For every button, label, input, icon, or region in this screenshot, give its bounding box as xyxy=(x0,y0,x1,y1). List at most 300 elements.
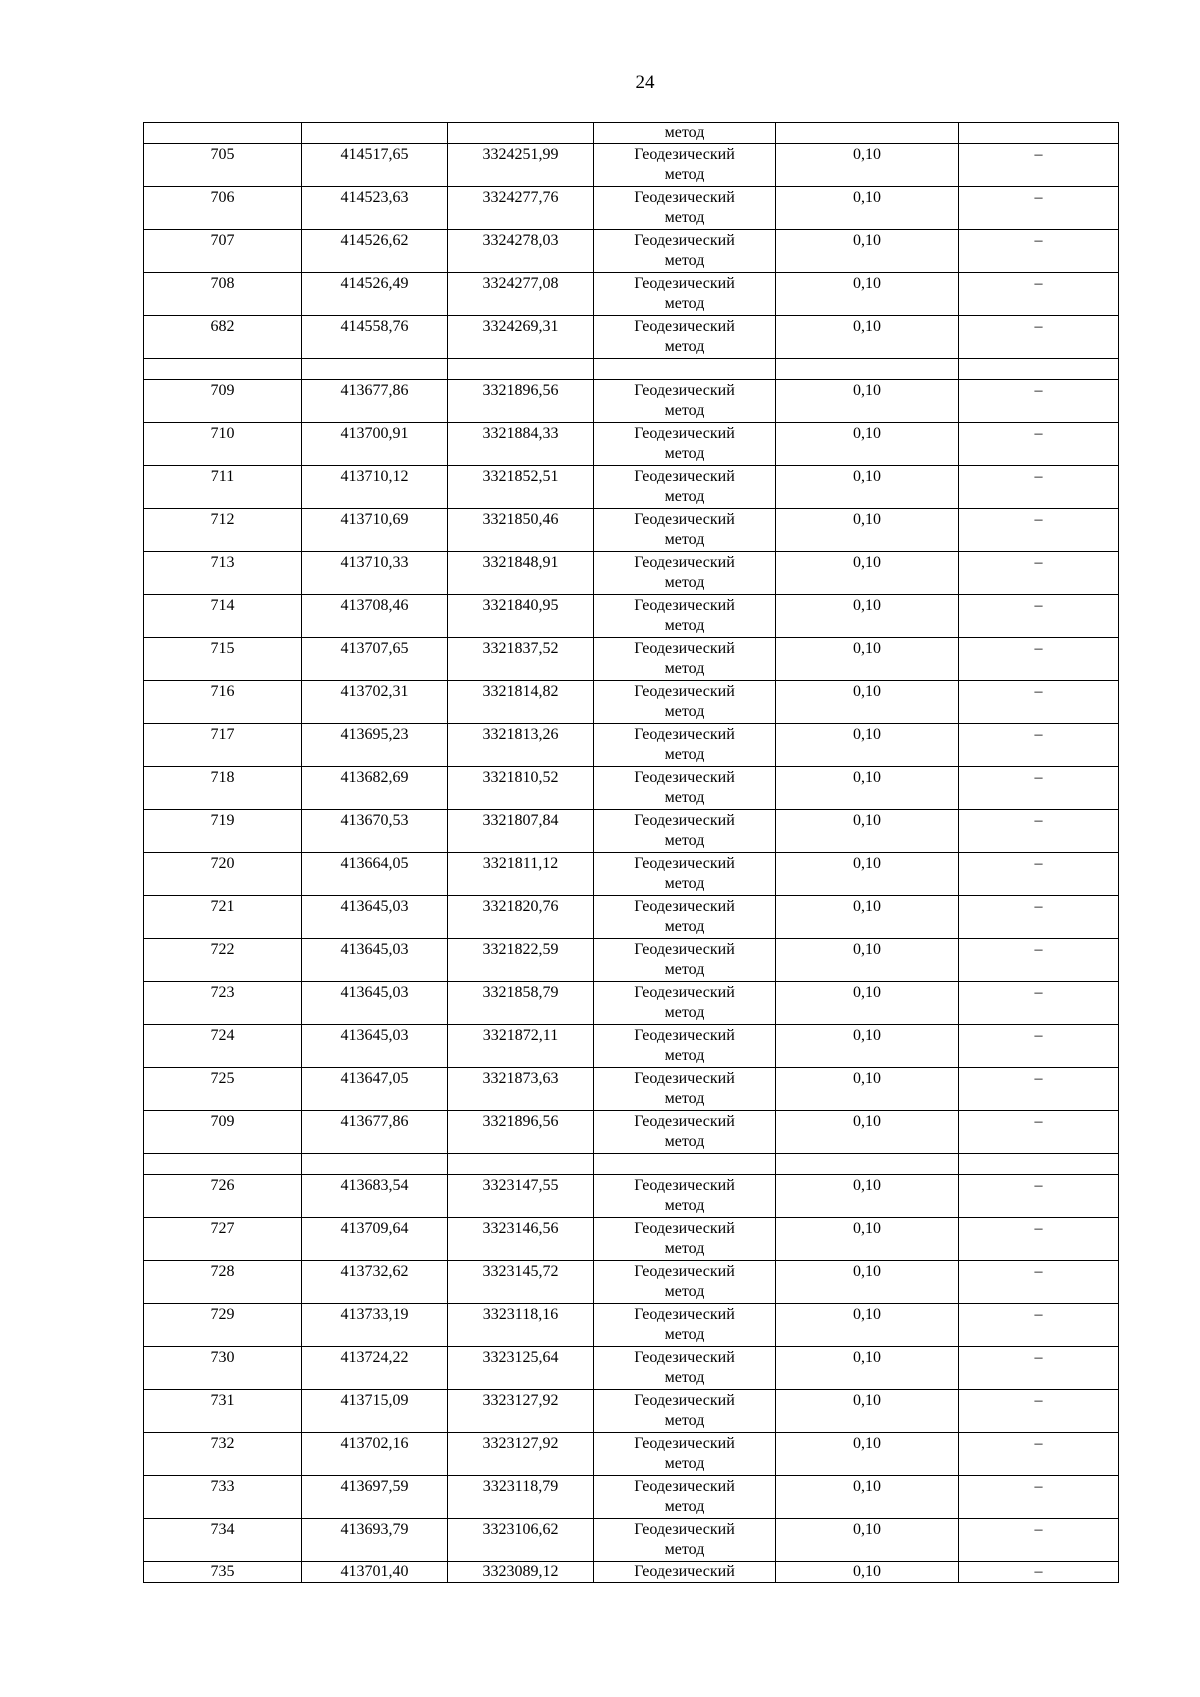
cell-point-number xyxy=(144,123,302,144)
method-line-1: Геодезический xyxy=(634,511,735,528)
cell-point-number-text: 706 xyxy=(210,189,235,206)
cell-description xyxy=(959,1025,1119,1068)
cell-y xyxy=(448,230,594,273)
table-row xyxy=(144,1347,1119,1390)
cell-x xyxy=(302,1562,448,1583)
cell-description-text: – xyxy=(1034,1113,1043,1130)
table-row xyxy=(144,595,1119,638)
cell-point-number xyxy=(144,380,302,423)
cell-x-text: 413645,03 xyxy=(340,941,409,958)
cell-point-number-text: 730 xyxy=(210,1349,235,1366)
continuation-row xyxy=(144,123,1119,144)
cell-method xyxy=(594,1390,776,1433)
method-line-1: Геодезический xyxy=(634,1113,735,1130)
cell-point-number-text: 722 xyxy=(210,941,235,958)
cell-point-number-text: 682 xyxy=(210,318,235,335)
cell-description-text: – xyxy=(1034,232,1043,249)
cell-x xyxy=(302,1304,448,1347)
method-line-1: Геодезический xyxy=(634,984,735,1001)
cell-point-number-text: 717 xyxy=(210,726,235,743)
table-row xyxy=(144,1068,1119,1111)
cell-y-text: 3323147,55 xyxy=(482,1177,559,1194)
cell-x-text: 413695,23 xyxy=(340,726,409,743)
cell-accuracy xyxy=(776,144,959,187)
cell-x-text: 414526,49 xyxy=(340,275,409,292)
table-row xyxy=(144,896,1119,939)
cell-accuracy xyxy=(776,1025,959,1068)
cell-x-text: 413647,05 xyxy=(340,1070,409,1087)
cell-method xyxy=(594,1304,776,1347)
cell-description xyxy=(959,144,1119,187)
coordinates-table-body xyxy=(144,123,1119,1583)
method-continuation: метод xyxy=(664,124,705,141)
cell-y xyxy=(448,144,594,187)
cell-description-text: – xyxy=(1034,468,1043,485)
cell-method xyxy=(594,939,776,982)
method-line-1: Геодезический xyxy=(634,425,735,442)
cell-x xyxy=(302,187,448,230)
method-line-1: Геодезический xyxy=(634,232,735,249)
cell-description xyxy=(959,982,1119,1025)
cell-x xyxy=(302,1218,448,1261)
cell-x-text: 413697,59 xyxy=(340,1478,409,1495)
cell-x-text: 413701,40 xyxy=(340,1563,409,1580)
table-row xyxy=(144,638,1119,681)
cell-empty xyxy=(144,359,302,380)
cell-empty xyxy=(144,1154,302,1175)
cell-point-number xyxy=(144,552,302,595)
cell-y-text: 3321852,51 xyxy=(482,468,559,485)
cell-point-number xyxy=(144,509,302,552)
cell-description xyxy=(959,273,1119,316)
cell-x xyxy=(302,1390,448,1433)
cell-x xyxy=(302,1111,448,1154)
method-line-2: метод xyxy=(664,1541,705,1558)
cell-description-text: – xyxy=(1034,769,1043,786)
cell-point-number xyxy=(144,144,302,187)
cell-x xyxy=(302,509,448,552)
cell-description-text: – xyxy=(1034,146,1043,163)
method-line-1: Геодезический xyxy=(634,1263,735,1280)
method-line-2: метод xyxy=(664,1412,705,1429)
cell-point-number-text: 726 xyxy=(210,1177,235,1194)
cell-point-number xyxy=(144,853,302,896)
cell-y-text: 3321858,79 xyxy=(482,984,559,1001)
cell-description-text: – xyxy=(1034,1478,1043,1495)
cell-accuracy-text: 0,10 xyxy=(853,1177,881,1194)
cell-accuracy-text: 0,10 xyxy=(853,1220,881,1237)
cell-empty xyxy=(302,1154,448,1175)
cell-method xyxy=(594,638,776,681)
cell-method xyxy=(594,552,776,595)
cell-y-text: 3324278,03 xyxy=(482,232,559,249)
cell-y xyxy=(448,896,594,939)
cell-empty xyxy=(448,359,594,380)
cell-description xyxy=(959,316,1119,359)
cell-method xyxy=(594,896,776,939)
table-row xyxy=(144,509,1119,552)
cell-description-text: – xyxy=(1034,425,1043,442)
method-line-2: метод xyxy=(664,1133,705,1150)
cell-y-text: 3321837,52 xyxy=(482,640,559,657)
cell-accuracy xyxy=(776,1562,959,1583)
cell-accuracy-text: 0,10 xyxy=(853,1563,881,1580)
method-line-1: Геодезический xyxy=(634,554,735,571)
cell-method xyxy=(594,187,776,230)
table-row xyxy=(144,187,1119,230)
method-line-1: Геодезический xyxy=(634,468,735,485)
cell-accuracy-text: 0,10 xyxy=(853,769,881,786)
method-line-1: Геодезический xyxy=(634,1478,735,1495)
method-line-2: метод xyxy=(664,1498,705,1515)
table-row xyxy=(144,939,1119,982)
cell-point-number-text: 716 xyxy=(210,683,235,700)
cell-point-number-text: 731 xyxy=(210,1392,235,1409)
separator-row xyxy=(144,1154,1119,1175)
cell-method xyxy=(594,1261,776,1304)
cell-y-text: 3323118,16 xyxy=(482,1306,559,1323)
cell-point-number xyxy=(144,1304,302,1347)
cell-description-text: – xyxy=(1034,1349,1043,1366)
table-row xyxy=(144,853,1119,896)
cell-x-text: 413664,05 xyxy=(340,855,409,872)
cell-x-text: 413702,16 xyxy=(340,1435,409,1452)
cell-description-text: – xyxy=(1034,554,1043,571)
cell-accuracy-text: 0,10 xyxy=(853,1392,881,1409)
cell-y xyxy=(448,1476,594,1519)
cell-point-number xyxy=(144,939,302,982)
table-row xyxy=(144,982,1119,1025)
cell-accuracy xyxy=(776,380,959,423)
cell-accuracy xyxy=(776,552,959,595)
cell-point-number-text: 720 xyxy=(210,855,235,872)
cell-empty xyxy=(594,1154,776,1175)
cell-point-number xyxy=(144,1519,302,1562)
cell-method xyxy=(594,982,776,1025)
method-line-2: метод xyxy=(664,789,705,806)
cell-empty xyxy=(302,359,448,380)
cell-y xyxy=(448,316,594,359)
method-line-1: Геодезический xyxy=(634,812,735,829)
cell-x xyxy=(302,316,448,359)
cell-y xyxy=(448,552,594,595)
cell-description-text: – xyxy=(1034,898,1043,915)
cell-accuracy-text: 0,10 xyxy=(853,898,881,915)
cell-empty xyxy=(959,359,1119,380)
cell-accuracy-text: 0,10 xyxy=(853,318,881,335)
cell-y xyxy=(448,724,594,767)
cell-point-number xyxy=(144,1261,302,1304)
cell-accuracy xyxy=(776,316,959,359)
cell-y-text: 3321884,33 xyxy=(482,425,559,442)
cell-accuracy xyxy=(776,1068,959,1111)
table-row xyxy=(144,1261,1119,1304)
cell-description xyxy=(959,123,1119,144)
cell-empty xyxy=(776,1154,959,1175)
cell-point-number-text: 707 xyxy=(210,232,235,249)
method-line-1: Геодезический xyxy=(634,1392,735,1409)
cell-x-text: 413645,03 xyxy=(340,1027,409,1044)
cell-x xyxy=(302,982,448,1025)
cell-point-number xyxy=(144,681,302,724)
cell-x-text: 413710,12 xyxy=(340,468,409,485)
cell-point-number-text: 711 xyxy=(210,468,235,485)
cell-y-text: 3321850,46 xyxy=(482,511,559,528)
cell-y-text: 3323146,56 xyxy=(482,1220,559,1237)
cell-x-text: 413708,46 xyxy=(340,597,409,614)
cell-y-text: 3321814,82 xyxy=(482,683,559,700)
cell-y-text: 3321820,76 xyxy=(482,898,559,915)
cell-accuracy xyxy=(776,466,959,509)
cell-accuracy-text: 0,10 xyxy=(853,146,881,163)
cell-x-text: 413645,03 xyxy=(340,898,409,915)
cell-y-text: 3323089,12 xyxy=(482,1563,559,1580)
coordinates-table xyxy=(143,122,1119,1583)
cell-accuracy xyxy=(776,1304,959,1347)
cell-accuracy-text: 0,10 xyxy=(853,1521,881,1538)
cell-method xyxy=(594,144,776,187)
cell-y xyxy=(448,423,594,466)
cell-x-text: 413677,86 xyxy=(340,382,409,399)
cell-point-number xyxy=(144,982,302,1025)
cell-x-text: 413710,33 xyxy=(340,554,409,571)
cell-x xyxy=(302,1347,448,1390)
cell-x-text: 414523,63 xyxy=(340,189,409,206)
method-line-2: метод xyxy=(664,166,705,183)
cell-point-number-text: 712 xyxy=(210,511,235,528)
cell-description xyxy=(959,423,1119,466)
cell-point-number xyxy=(144,187,302,230)
cell-y-text: 3321811,12 xyxy=(482,855,559,872)
cell-accuracy-text: 0,10 xyxy=(853,597,881,614)
cell-point-number xyxy=(144,1068,302,1111)
cell-point-number-text: 705 xyxy=(210,146,235,163)
table-row xyxy=(144,273,1119,316)
method-line-2: метод xyxy=(664,574,705,591)
method-line-1: Геодезический xyxy=(634,640,735,657)
cell-point-number xyxy=(144,1433,302,1476)
cell-description-text: – xyxy=(1034,640,1043,657)
cell-accuracy xyxy=(776,939,959,982)
cell-method xyxy=(594,466,776,509)
cell-accuracy-text: 0,10 xyxy=(853,232,881,249)
cell-method xyxy=(594,1218,776,1261)
cell-accuracy xyxy=(776,681,959,724)
cell-description-text: – xyxy=(1034,1177,1043,1194)
cell-accuracy-text: 0,10 xyxy=(853,554,881,571)
cell-description-text: – xyxy=(1034,1306,1043,1323)
cell-accuracy xyxy=(776,1175,959,1218)
cell-x-text: 414526,62 xyxy=(340,232,409,249)
cell-accuracy xyxy=(776,123,959,144)
cell-x-text: 413733,19 xyxy=(340,1306,409,1323)
method-line-1: Геодезический xyxy=(634,1563,735,1580)
cell-accuracy-text: 0,10 xyxy=(853,1478,881,1495)
cell-x xyxy=(302,810,448,853)
cell-description xyxy=(959,1175,1119,1218)
cell-accuracy xyxy=(776,273,959,316)
table-row xyxy=(144,316,1119,359)
cell-description xyxy=(959,230,1119,273)
method-line-2: метод xyxy=(664,445,705,462)
cell-description-text: – xyxy=(1034,189,1043,206)
cell-point-number xyxy=(144,423,302,466)
cell-method xyxy=(594,123,776,144)
cell-x xyxy=(302,681,448,724)
cell-description-text: – xyxy=(1034,683,1043,700)
method-line-2: метод xyxy=(664,1240,705,1257)
cell-point-number-text: 728 xyxy=(210,1263,235,1280)
cell-y xyxy=(448,1304,594,1347)
cell-accuracy xyxy=(776,509,959,552)
cell-y xyxy=(448,1261,594,1304)
method-line-1: Геодезический xyxy=(634,683,735,700)
cell-y-text: 3321840,95 xyxy=(482,597,559,614)
method-line-2: метод xyxy=(664,402,705,419)
table-row xyxy=(144,1304,1119,1347)
cell-point-number xyxy=(144,810,302,853)
cell-accuracy-text: 0,10 xyxy=(853,1027,881,1044)
table-row xyxy=(144,1175,1119,1218)
cell-point-number-text: 729 xyxy=(210,1306,235,1323)
cell-x-text: 413677,86 xyxy=(340,1113,409,1130)
cell-description xyxy=(959,896,1119,939)
cell-point-number xyxy=(144,466,302,509)
cell-description-text: – xyxy=(1034,318,1043,335)
cell-empty xyxy=(594,359,776,380)
cell-y-text: 3323145,72 xyxy=(482,1263,559,1280)
table-row xyxy=(144,552,1119,595)
cell-x xyxy=(302,1476,448,1519)
cell-x xyxy=(302,123,448,144)
cell-y xyxy=(448,1068,594,1111)
cell-description-text: – xyxy=(1034,1435,1043,1452)
cell-description xyxy=(959,681,1119,724)
cell-y-text: 3323118,79 xyxy=(482,1478,559,1495)
method-line-2: метод xyxy=(664,1455,705,1472)
cell-accuracy-text: 0,10 xyxy=(853,1306,881,1323)
cell-description xyxy=(959,552,1119,595)
method-line-2: метод xyxy=(664,1326,705,1343)
cell-point-number-text: 733 xyxy=(210,1478,235,1495)
cell-x-text: 413707,65 xyxy=(340,640,409,657)
page-number: 24 xyxy=(635,72,655,93)
method-line-1: Геодезический xyxy=(634,898,735,915)
cell-y-text: 3323127,92 xyxy=(482,1392,559,1409)
method-line-1: Геодезический xyxy=(634,1306,735,1323)
cell-description xyxy=(959,767,1119,810)
cell-x xyxy=(302,1519,448,1562)
cell-description xyxy=(959,595,1119,638)
cell-method xyxy=(594,681,776,724)
cell-y xyxy=(448,1562,594,1583)
cell-method xyxy=(594,509,776,552)
cell-description xyxy=(959,1390,1119,1433)
cell-point-number-text: 735 xyxy=(210,1563,235,1580)
cell-x xyxy=(302,724,448,767)
cell-description-text: – xyxy=(1034,941,1043,958)
cell-accuracy xyxy=(776,982,959,1025)
table-row xyxy=(144,1218,1119,1261)
cell-accuracy xyxy=(776,1218,959,1261)
cell-x-text: 413710,69 xyxy=(340,511,409,528)
method-line-1: Геодезический xyxy=(634,318,735,335)
table-row xyxy=(144,1433,1119,1476)
cell-point-number-text: 734 xyxy=(210,1521,235,1538)
table-row xyxy=(144,466,1119,509)
cell-accuracy-text: 0,10 xyxy=(853,382,881,399)
cell-empty xyxy=(776,359,959,380)
cell-point-number-text: 710 xyxy=(210,425,235,442)
cell-description xyxy=(959,1261,1119,1304)
cell-point-number xyxy=(144,1476,302,1519)
table-row xyxy=(144,681,1119,724)
cell-y xyxy=(448,1519,594,1562)
cell-y-text: 3321896,56 xyxy=(482,382,559,399)
cell-accuracy-text: 0,10 xyxy=(853,1113,881,1130)
cell-method xyxy=(594,1111,776,1154)
cell-description xyxy=(959,724,1119,767)
cell-accuracy xyxy=(776,638,959,681)
cell-x-text: 413645,03 xyxy=(340,984,409,1001)
cell-y xyxy=(448,1025,594,1068)
cell-description xyxy=(959,1347,1119,1390)
cell-description xyxy=(959,810,1119,853)
method-line-2: метод xyxy=(664,832,705,849)
cell-method xyxy=(594,1068,776,1111)
cell-description xyxy=(959,1111,1119,1154)
method-line-1: Геодезический xyxy=(634,1435,735,1452)
cell-x xyxy=(302,595,448,638)
cell-method xyxy=(594,1025,776,1068)
cell-method xyxy=(594,595,776,638)
cell-point-number xyxy=(144,638,302,681)
cell-y xyxy=(448,509,594,552)
method-line-2: метод xyxy=(664,531,705,548)
cell-y xyxy=(448,1433,594,1476)
cell-y-text: 3321896,56 xyxy=(482,1113,559,1130)
cell-accuracy xyxy=(776,1111,959,1154)
cell-y xyxy=(448,1175,594,1218)
cell-x xyxy=(302,1025,448,1068)
cell-description-text: – xyxy=(1034,275,1043,292)
cell-x-text: 413670,53 xyxy=(340,812,409,829)
cell-point-number xyxy=(144,767,302,810)
method-line-2: метод xyxy=(664,961,705,978)
method-line-2: метод xyxy=(664,1197,705,1214)
cell-accuracy-text: 0,10 xyxy=(853,855,881,872)
cell-x xyxy=(302,1175,448,1218)
cell-description xyxy=(959,1519,1119,1562)
cell-accuracy xyxy=(776,1476,959,1519)
method-line-2: метод xyxy=(664,746,705,763)
method-line-2: метод xyxy=(664,252,705,269)
cell-accuracy-text: 0,10 xyxy=(853,726,881,743)
cell-x xyxy=(302,230,448,273)
cell-y-text: 3323106,62 xyxy=(482,1521,559,1538)
cell-accuracy xyxy=(776,896,959,939)
cell-point-number-text: 725 xyxy=(210,1070,235,1087)
cell-point-number xyxy=(144,595,302,638)
cell-description xyxy=(959,380,1119,423)
cell-point-number-text: 714 xyxy=(210,597,235,614)
cell-accuracy xyxy=(776,767,959,810)
method-line-1: Геодезический xyxy=(634,189,735,206)
method-line-1: Геодезический xyxy=(634,1349,735,1366)
cell-x xyxy=(302,144,448,187)
cell-method xyxy=(594,1175,776,1218)
cell-accuracy-text: 0,10 xyxy=(853,984,881,1001)
